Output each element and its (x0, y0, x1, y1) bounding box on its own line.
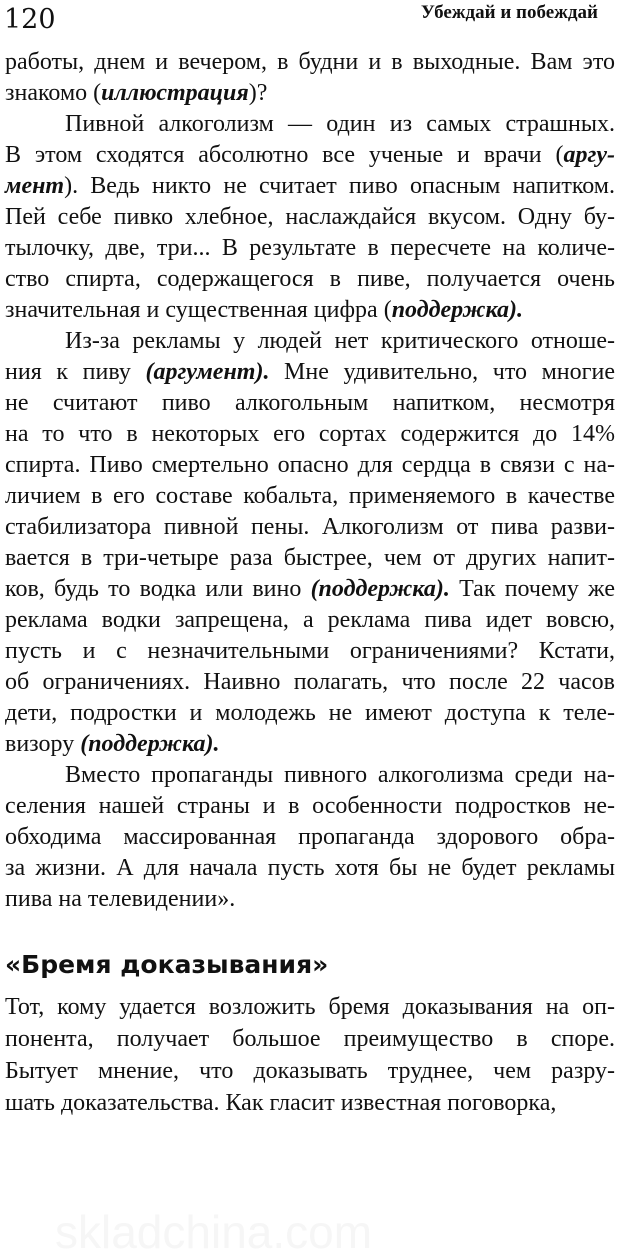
emphasis-text: (аргумент). (145, 359, 270, 385)
section-heading: «Бремя доказывания» (5, 950, 329, 979)
text-segment: Мне удивительно, что многие (269, 359, 615, 385)
text-segment: Пей себе пивко хлебное, наслаждайся вкусом. Одну бу- (5, 204, 615, 230)
text-line (5, 760, 615, 791)
text-line (5, 512, 615, 543)
text-line (5, 574, 615, 605)
text-segment: селения нашей страны и в особенности подростков не- (5, 793, 615, 819)
text-line (5, 326, 615, 357)
text-line (5, 791, 615, 822)
text-segment: Бытует мнение, что доказывать труднее, чем разру- (5, 1058, 615, 1084)
text-segment: стабилизатора пивной пены. Алкоголизм от пива разви- (5, 514, 615, 540)
body-text (5, 47, 615, 915)
text-segment: визору (5, 731, 81, 757)
text-line (5, 233, 615, 264)
text-line (5, 991, 615, 1023)
text-line (5, 264, 615, 295)
text-line (5, 419, 615, 450)
emphasis-text: аргу- (563, 142, 615, 168)
text-segment: ния к пиву (5, 359, 146, 385)
text-segment: шать доказательства. Как гласит известная поговорка, (5, 1090, 557, 1116)
emphasis-text: (поддержка). (310, 576, 450, 602)
text-line (5, 1023, 615, 1055)
text-segment: знакомо ( (5, 80, 102, 106)
text-line (5, 636, 615, 667)
emphasis-text: мент (5, 173, 65, 199)
text-segment: об ограничениях. Наивно полагать, что после 22 часов (5, 669, 615, 695)
text-segment: Вместо пропаганды пивного алкоголизма среди на- (65, 762, 615, 788)
text-line (5, 388, 615, 419)
text-segment: на то что в некоторых его сортах содержится до 14% (5, 421, 615, 447)
text-line (5, 822, 615, 853)
text-segment: работы, днем и вечером, в будни и в выходные. Вам это (5, 49, 615, 75)
text-segment: Тот, кому удается возложить бремя доказывания на оп- (5, 994, 615, 1020)
running-title: Убеждай и побеждай (420, 2, 598, 23)
text-segment: вается в три-четыре раза быстрее, чем от других напит- (5, 545, 615, 571)
text-line (5, 78, 615, 109)
text-line (5, 667, 615, 698)
text-segment: спирта. Пиво смертельно опасно для сердца в связи с на- (5, 452, 615, 478)
text-line (5, 605, 615, 636)
watermark: skladchina.com (55, 1206, 373, 1258)
text-segment: ство спирта, содержащегося в пиве, получается очень (5, 266, 615, 292)
text-segment: ). Ведь никто не считает пиво опасным напитком. (64, 173, 615, 199)
text-line (5, 853, 615, 884)
text-segment: обходима массированная пропаганда здорового обра- (5, 824, 615, 850)
text-segment: )? (248, 80, 268, 106)
section-text (5, 991, 615, 1119)
text-line (5, 202, 615, 233)
text-segment: В этом сходятся абсолютно все ученые и врачи ( (5, 142, 564, 168)
text-line (5, 698, 615, 729)
text-segment: личием в его составе кобальта, применяемого в качестве (5, 483, 615, 509)
text-segment: не считают пиво алкогольным напитком, несмотря (5, 390, 615, 416)
text-segment: за жизни. А для начала пусть хотя бы не будет рекламы (5, 855, 615, 881)
text-line (5, 109, 615, 140)
text-segment: пива на телевидении». (5, 886, 236, 912)
emphasis-text: иллюстрация (101, 80, 249, 106)
text-line (5, 1055, 615, 1087)
text-segment: Из-за рекламы у людей нет критического отноше- (65, 328, 615, 354)
text-line (5, 543, 615, 574)
text-line (5, 481, 615, 512)
text-segment: Так почему же (449, 576, 615, 602)
text-line (5, 1087, 615, 1119)
text-segment: пусть и с незначительными ограничениями? Кстати, (5, 638, 615, 664)
text-line (5, 729, 615, 760)
text-line (5, 295, 615, 326)
text-segment: значительная и существенная цифра ( (5, 297, 392, 323)
text-line (5, 884, 615, 915)
text-line (5, 47, 615, 78)
text-line (5, 357, 615, 388)
text-segment: ков, будь то водка или вино (5, 576, 311, 602)
text-line (5, 450, 615, 481)
emphasis-text: (поддержка). (80, 731, 220, 757)
text-segment: дети, подростки и молодежь не имеют доступа к теле- (5, 700, 615, 726)
text-segment: тылочку, две, три... В результате в пересчете на количе- (5, 235, 615, 261)
text-segment: Пивной алкоголизм — один из самых страшных. (65, 111, 615, 137)
text-segment: понента, получает большое преимущество в споре. (5, 1026, 615, 1052)
text-segment: реклама водки запрещена, а реклама пива идет вовсю, (5, 607, 615, 633)
page-number: 120 (4, 4, 56, 35)
emphasis-text: поддержка). (391, 297, 523, 323)
text-line (5, 171, 615, 202)
text-line (5, 140, 615, 171)
